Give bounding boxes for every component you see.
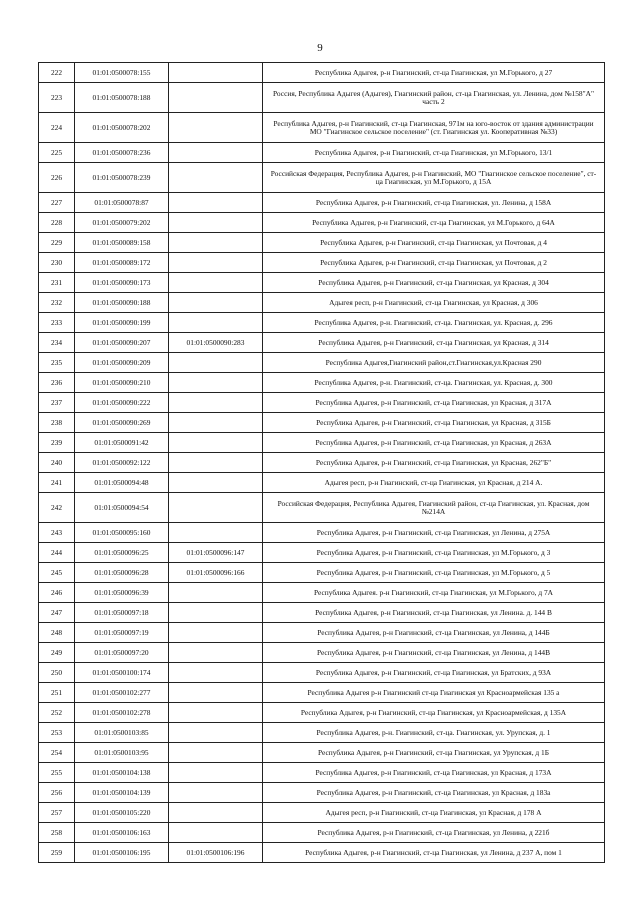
table-row (39, 803, 605, 823)
address-cell: Республика Адыгея, р-н Гиагинский, ст-ца Гиагинская, ул Красноармейская, д 135А (263, 703, 605, 723)
address-cell: Адыгея респ, р-н Гиагинский, ст-ца Гиагинская, ул Красная, д 306 (263, 293, 605, 313)
row-number-cell: 241 (39, 473, 75, 493)
row-number-cell: 233 (39, 313, 75, 333)
row-number-cell: 259 (39, 843, 75, 863)
linked-cadastral-number-cell (169, 213, 263, 233)
cadastral-number-cell: 01:01:0500089:172 (75, 253, 169, 273)
linked-cadastral-number-cell (169, 433, 263, 453)
cadastral-number-cell: 01:01:0500090:188 (75, 293, 169, 313)
cadastral-number-cell: 01:01:0500090:209 (75, 353, 169, 373)
linked-cadastral-number-cell (169, 703, 263, 723)
cadastral-number-cell: 01:01:0500096:28 (75, 563, 169, 583)
address-cell: Республика Адыгея, р-н Гиагинский, ст-ца Гиагинская, ул Красная, 262"Б" (263, 453, 605, 473)
linked-cadastral-number-cell (169, 233, 263, 253)
linked-cadastral-number-cell (169, 293, 263, 313)
cadastral-number-cell: 01:01:0500102:278 (75, 703, 169, 723)
linked-cadastral-number-cell (169, 763, 263, 783)
address-cell: Республика Адыгея, р-н Гиагинский, ст-ца Гиагинская, ул Ленина, д 221б (263, 823, 605, 843)
linked-cadastral-number-cell (169, 273, 263, 293)
row-number-cell: 238 (39, 413, 75, 433)
registry-table-body (39, 63, 605, 863)
linked-cadastral-number-cell (169, 353, 263, 373)
table-row (39, 213, 605, 233)
table-row (39, 703, 605, 723)
cadastral-number-cell: 01:01:0500097:18 (75, 603, 169, 623)
row-number-cell: 244 (39, 543, 75, 563)
address-cell: Республика Адыгея, р-н Гиагинский, ст-ца Гиагинская, ул Почтовая, д 4 (263, 233, 605, 253)
cadastral-number-cell: 01:01:0500078:87 (75, 193, 169, 213)
cadastral-number-cell: 01:01:0500078:202 (75, 113, 169, 143)
linked-cadastral-number-cell (169, 683, 263, 703)
cadastral-number-cell: 01:01:0500090:173 (75, 273, 169, 293)
linked-cadastral-number-cell: 01:01:0500090:283 (169, 333, 263, 353)
row-number-cell: 231 (39, 273, 75, 293)
linked-cadastral-number-cell (169, 583, 263, 603)
linked-cadastral-number-cell (169, 163, 263, 193)
linked-cadastral-number-cell (169, 193, 263, 213)
address-cell: Республика Адыгея, р-н Гиагинский, ст-ца Гиагинская, ул Красная, д 183а (263, 783, 605, 803)
row-number-cell: 258 (39, 823, 75, 843)
linked-cadastral-number-cell: 01:01:0500106:196 (169, 843, 263, 863)
linked-cadastral-number-cell (169, 823, 263, 843)
row-number-cell: 239 (39, 433, 75, 453)
address-cell: Республика Адыгея, р-н Гиагинский, ст-ца Гиагинская, ул М.Горького, д 3 (263, 543, 605, 563)
linked-cadastral-number-cell: 01:01:0500096:166 (169, 563, 263, 583)
table-row (39, 233, 605, 253)
table-row (39, 723, 605, 743)
row-number-cell: 247 (39, 603, 75, 623)
table-row (39, 493, 605, 523)
table-row (39, 623, 605, 643)
address-cell: Республика Адыгея,Гиагинский район,ст.Гиагинская,ул.Красная 290 (263, 353, 605, 373)
cadastral-number-cell: 01:01:0500090:207 (75, 333, 169, 353)
address-cell: Республика Адыгея, р-н Гиагинский, ст-ца Гиагинская, ул Ленина, д 144Б (263, 623, 605, 643)
cadastral-number-cell: 01:01:0500090:199 (75, 313, 169, 333)
table-row (39, 823, 605, 843)
row-number-cell: 252 (39, 703, 75, 723)
table-row (39, 293, 605, 313)
address-cell: Республика Адыгея р-н Гиагинский ст-ца Гиагинская ул Красноармейская 135 а (263, 683, 605, 703)
row-number-cell: 224 (39, 113, 75, 143)
cadastral-number-cell: 01:01:0500103:95 (75, 743, 169, 763)
cadastral-number-cell: 01:01:0500090:210 (75, 373, 169, 393)
address-cell: Республика Адыгея. р-н Гиагинский, ст-ца Гиагинская, ул М.Горького, д 7А (263, 583, 605, 603)
linked-cadastral-number-cell (169, 253, 263, 273)
row-number-cell: 253 (39, 723, 75, 743)
address-cell: Республика Адыгея, р-н. Гиагинский, ст-ца. Гиагинская, ул. Красная, д. 296 (263, 313, 605, 333)
row-number-cell: 229 (39, 233, 75, 253)
address-cell: Республика Адыгея, р-н Гиагинский, ст-ца Гиагинская, ул Ленина. д. 144 В (263, 603, 605, 623)
address-cell: Республика Адыгея, р-н Гиагинский, ст-ца Гиагинская, ул Красная, д 263А (263, 433, 605, 453)
table-row (39, 583, 605, 603)
row-number-cell: 225 (39, 143, 75, 163)
address-cell: Адыгея респ, р-н Гиагинский, ст-ца Гиагинская, ул Красная, д 214 А. (263, 473, 605, 493)
cadastral-number-cell: 01:01:0500106:195 (75, 843, 169, 863)
cadastral-number-cell: 01:01:0500094:48 (75, 473, 169, 493)
row-number-cell: 228 (39, 213, 75, 233)
table-row (39, 333, 605, 353)
row-number-cell: 250 (39, 663, 75, 683)
linked-cadastral-number-cell (169, 663, 263, 683)
cadastral-number-cell: 01:01:0500096:25 (75, 543, 169, 563)
address-cell: Республика Адыгея, р-н Гиагинский, ст-ца Гиагинская, ул М.Горького, д 5 (263, 563, 605, 583)
address-cell: Российская Федерация, Республика Адыгея, р-н Гиагинский, МО "Гиагинское сельское поселение", ст-ца Гиагинская, ул М.Горького, д 15А (263, 163, 605, 193)
cadastral-number-cell: 01:01:0500078:239 (75, 163, 169, 193)
row-number-cell: 257 (39, 803, 75, 823)
table-row (39, 413, 605, 433)
table-row (39, 253, 605, 273)
table-row (39, 543, 605, 563)
address-cell: Республика Адыгея, р-н Гиагинский, ст-ца Гиагинская, ул М.Горького, д 64А (263, 213, 605, 233)
linked-cadastral-number-cell (169, 473, 263, 493)
address-cell: Республика Адыгея, р-н Гиагинский, ст-ца Гиагинская, ул М.Горького, д 27 (263, 63, 605, 83)
address-cell: Республика Адыгея, р-н Гиагинский, ст-ца Гиагинская, ул Ленина, д 144В (263, 643, 605, 663)
address-cell: Республика Адыгея, р-н Гиагинский, ст-ца Гиагинская, 971м на юго-восток от здания администрации МО "Гиагинское сельское поселение" (ст. Гиагинская ул. Кооперативная №33) (263, 113, 605, 143)
cadastral-number-cell: 01:01:0500104:138 (75, 763, 169, 783)
table-row (39, 743, 605, 763)
cadastral-number-cell: 01:01:0500094:54 (75, 493, 169, 523)
table-row (39, 313, 605, 333)
cadastral-number-cell: 01:01:0500102:277 (75, 683, 169, 703)
table-row (39, 603, 605, 623)
table-row (39, 523, 605, 543)
cadastral-number-cell: 01:01:0500091:42 (75, 433, 169, 453)
page-number: 9 (317, 42, 323, 54)
address-cell: Адыгея респ, р-н Гиагинский, ст-ца Гиагинская, ул Красная, д 178 А (263, 803, 605, 823)
cadastral-number-cell: 01:01:0500096:39 (75, 583, 169, 603)
table-row (39, 193, 605, 213)
row-number-cell: 235 (39, 353, 75, 373)
table-row (39, 353, 605, 373)
row-number-cell: 254 (39, 743, 75, 763)
address-cell: Республика Адыгея, р-н. Гиагинский, ст-ца. Гиагинская, ул. Красная, д. 300 (263, 373, 605, 393)
row-number-cell: 223 (39, 83, 75, 113)
linked-cadastral-number-cell (169, 723, 263, 743)
cadastral-number-cell: 01:01:0500100:174 (75, 663, 169, 683)
table-row (39, 563, 605, 583)
linked-cadastral-number-cell (169, 523, 263, 543)
address-cell: Республика Адыгея, р-н Гиагинский, ст-ца Гиагинская, ул Ленина, д 275А (263, 523, 605, 543)
row-number-cell: 240 (39, 453, 75, 473)
table-row (39, 453, 605, 473)
address-cell: Российская Федерация, Республика Адыгея, Гиагинский район, ст-ца Гиагинская, ул. Красная, дом №214А (263, 493, 605, 523)
row-number-cell: 230 (39, 253, 75, 273)
row-number-cell: 232 (39, 293, 75, 313)
cadastral-number-cell: 01:01:0500097:19 (75, 623, 169, 643)
address-cell: Республика Адыгея, р-н Гиагинский, ст-ца Гиагинская, ул Красная, д 314 (263, 333, 605, 353)
address-cell: Республика Адыгея, р-н Гиагинский, ст-ца Гиагинская, ул Красная, д 173А (263, 763, 605, 783)
linked-cadastral-number-cell (169, 783, 263, 803)
table-row (39, 763, 605, 783)
table-row (39, 83, 605, 113)
linked-cadastral-number-cell (169, 373, 263, 393)
cadastral-number-cell: 01:01:0500078:155 (75, 63, 169, 83)
row-number-cell: 236 (39, 373, 75, 393)
row-number-cell: 255 (39, 763, 75, 783)
linked-cadastral-number-cell (169, 743, 263, 763)
address-cell: Республика Адыгея, р-н Гиагинский, ст-ца Гиагинская, ул Красная, д 304 (263, 273, 605, 293)
registry-table (38, 62, 605, 863)
table-row (39, 393, 605, 413)
cadastral-number-cell: 01:01:0500079:202 (75, 213, 169, 233)
address-cell: Республика Адыгея, р-н Гиагинский, ст-ца Гиагинская, ул Ленина, д 237 А, пом 1 (263, 843, 605, 863)
linked-cadastral-number-cell (169, 393, 263, 413)
linked-cadastral-number-cell (169, 313, 263, 333)
table-row (39, 783, 605, 803)
linked-cadastral-number-cell (169, 63, 263, 83)
cadastral-number-cell: 01:01:0500090:269 (75, 413, 169, 433)
linked-cadastral-number-cell (169, 623, 263, 643)
linked-cadastral-number-cell: 01:01:0500096:147 (169, 543, 263, 563)
address-cell: Республика Адыгея, р-н Гиагинский, ст-ца Гиагинская, ул Красная, д 315Б (263, 413, 605, 433)
row-number-cell: 222 (39, 63, 75, 83)
table-row (39, 843, 605, 863)
cadastral-number-cell: 01:01:0500105:220 (75, 803, 169, 823)
cadastral-number-cell: 01:01:0500090:222 (75, 393, 169, 413)
cadastral-number-cell: 01:01:0500103:85 (75, 723, 169, 743)
table-row (39, 63, 605, 83)
row-number-cell: 245 (39, 563, 75, 583)
cadastral-number-cell: 01:01:0500092:122 (75, 453, 169, 473)
row-number-cell: 251 (39, 683, 75, 703)
table-row (39, 113, 605, 143)
address-cell: Республика Адыгея, р-н Гиагинский, ст-ца Гиагинская, ул. Ленина, д 158А (263, 193, 605, 213)
linked-cadastral-number-cell (169, 493, 263, 523)
cadastral-number-cell: 01:01:0500078:188 (75, 83, 169, 113)
address-cell: Республика Адыгея, р-н Гиагинский, ст-ца Гиагинская, ул Красная, д 317А (263, 393, 605, 413)
table-row (39, 663, 605, 683)
row-number-cell: 256 (39, 783, 75, 803)
table-row (39, 433, 605, 453)
linked-cadastral-number-cell (169, 803, 263, 823)
linked-cadastral-number-cell (169, 643, 263, 663)
address-cell: Республика Адыгея, р-н Гиагинский, ст-ца Гиагинская, ул Братских, д 93А (263, 663, 605, 683)
linked-cadastral-number-cell (169, 453, 263, 473)
cadastral-number-cell: 01:01:0500104:139 (75, 783, 169, 803)
table-row (39, 143, 605, 163)
row-number-cell: 242 (39, 493, 75, 523)
row-number-cell: 246 (39, 583, 75, 603)
cadastral-number-cell: 01:01:0500097:20 (75, 643, 169, 663)
table-row (39, 473, 605, 493)
linked-cadastral-number-cell (169, 603, 263, 623)
cadastral-number-cell: 01:01:0500078:236 (75, 143, 169, 163)
table-row (39, 163, 605, 193)
linked-cadastral-number-cell (169, 113, 263, 143)
cadastral-number-cell: 01:01:0500089:158 (75, 233, 169, 253)
row-number-cell: 243 (39, 523, 75, 543)
address-cell: Республика Адыгея, р-н Гиагинский, ст-ца Гиагинская, ул Почтовая, д 2 (263, 253, 605, 273)
row-number-cell: 227 (39, 193, 75, 213)
table-row (39, 683, 605, 703)
table-row (39, 373, 605, 393)
address-cell: Республика Адыгея, р-н Гиагинский, ст-ца Гиагинская, ул М.Горького, 13/1 (263, 143, 605, 163)
row-number-cell: 234 (39, 333, 75, 353)
row-number-cell: 237 (39, 393, 75, 413)
table-row (39, 643, 605, 663)
row-number-cell: 226 (39, 163, 75, 193)
address-cell: Республика Адыгея, р-н. Гиагинский, ст-ца. Гиагинская, ул. Урупская, д. 1 (263, 723, 605, 743)
cadastral-number-cell: 01:01:0500106:163 (75, 823, 169, 843)
table-row (39, 273, 605, 293)
row-number-cell: 248 (39, 623, 75, 643)
address-cell: Республика Адыгея, р-н Гиагинский, ст-ца Гиагинская, ул Урупская, д 1Б (263, 743, 605, 763)
cadastral-number-cell: 01:01:0500095:160 (75, 523, 169, 543)
linked-cadastral-number-cell (169, 143, 263, 163)
address-cell: Россия, Республика Адыгея (Адыгея), Гиагинский район, ст-ца Гиагинская, ул. Ленина, дом №158"А" часть 2 (263, 83, 605, 113)
linked-cadastral-number-cell (169, 413, 263, 433)
row-number-cell: 249 (39, 643, 75, 663)
linked-cadastral-number-cell (169, 83, 263, 113)
